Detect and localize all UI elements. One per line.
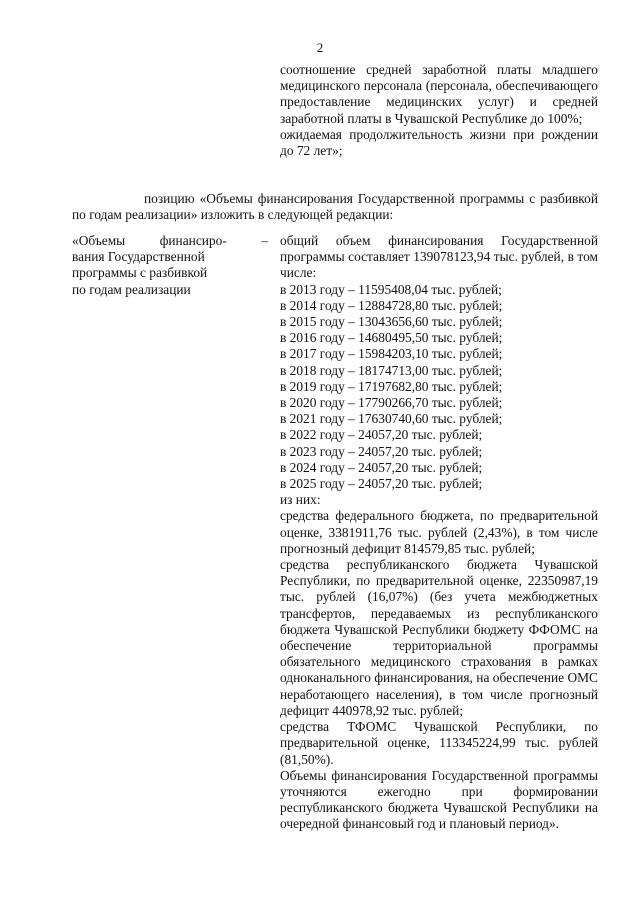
position-label-line: «Объемы финансиро- –: [72, 233, 268, 248]
tfoms-funds: средства ТФОМС Чувашской Республики, по предварительной оценке, 113345224,99 тыс. рублей (81,50%).: [280, 719, 598, 767]
year-funding-2015: в 2015 году – 13043656,60 тыс. рублей;: [280, 314, 503, 330]
indicator-life-expectancy: ожидаемая продолжительность жизни при рождении до 72 лет»;: [280, 126, 598, 159]
year-funding-2025: в 2025 году – 24057,20 тыс. рублей;: [280, 476, 483, 492]
year-funding-2020: в 2020 году – 17790266,70 тыс. рублей;: [280, 395, 503, 411]
position-label-line: программы с разбивкой: [72, 265, 208, 281]
year-funding-2013: в 2013 году – 11595408,04 тыс. рублей;: [280, 281, 502, 297]
year-funding-2019: в 2019 году – 17197682,80 тыс. рублей;: [280, 378, 503, 394]
year-funding-2018: в 2018 году – 18174713,00 тыс. рублей;: [280, 362, 503, 378]
amendment-intro: позицию «Объемы финансирования Государственной программы с разбивкой по годам реализации» изложить в следующей редакции:: [72, 191, 598, 223]
year-funding-2016: в 2016 году – 14680495,50 тыс. рублей;: [280, 330, 503, 346]
year-funding-2021: в 2021 году – 17630740,60 тыс. рублей;: [280, 411, 503, 427]
year-funding-2014: в 2014 году – 12884728,80 тыс. рублей;: [280, 297, 503, 313]
position-label-line: вания Государственной: [72, 249, 205, 265]
total-funding: общий объем финансирования Государственной программы составляет 139078123,94 тыс. рублей, в том числе:: [280, 233, 598, 281]
year-funding-2024: в 2024 году – 24057,20 тыс. рублей;: [280, 459, 483, 475]
year-funding-2023: в 2023 году – 24057,20 тыс. рублей;: [280, 443, 483, 459]
indicators-continuation: [280, 62, 598, 159]
year-funding-2022: в 2022 году – 24057,20 тыс. рублей;: [280, 427, 483, 443]
year-funding-2017: в 2017 году – 15984203,10 тыс. рублей;: [280, 346, 503, 362]
republic-budget-funds: средства республиканского бюджета Чувашской Республики, по предварительной оценке, 22350987,19 тыс. рублей (16,07%) (без учета межбюджетных трансфертов, передаваемых из республиканского бюджета Чувашской Республики бюджету ФФОМС на обеспечение территориальной программы обязательного медицинского страхования в рамках одноканального финансирования, на обеспечение ОМС неработающего населения), в том числе прогнозный дефицит 440978,92 тыс. рублей;: [280, 557, 598, 718]
position-label-line: по годам реализации: [72, 281, 191, 297]
funding-adjustment-note: Объемы финансирования Государственной программы уточняются ежегодно при формировании республиканского бюджета Чувашской Республики на очередной финансовый год и плановый период».: [280, 767, 598, 832]
of-them-label: из них:: [280, 492, 321, 508]
funding-description: [280, 233, 598, 833]
federal-budget-funds: средства федерального бюджета, по предварительной оценке, 3381911,76 тыс. рублей (2,43%), в том числе прогнозный дефицит 814579,85 тыс. рублей;: [280, 508, 598, 556]
page-number: 2: [316, 40, 324, 55]
position-label: [72, 233, 268, 298]
indicator-salary-ratio: соотношение средней заработной платы младшего медицинского персонала (персонала, обеспечивающего предоставление медицинских услуг) и средней заработной платы в Чувашской Республике до 100%;: [280, 62, 598, 126]
